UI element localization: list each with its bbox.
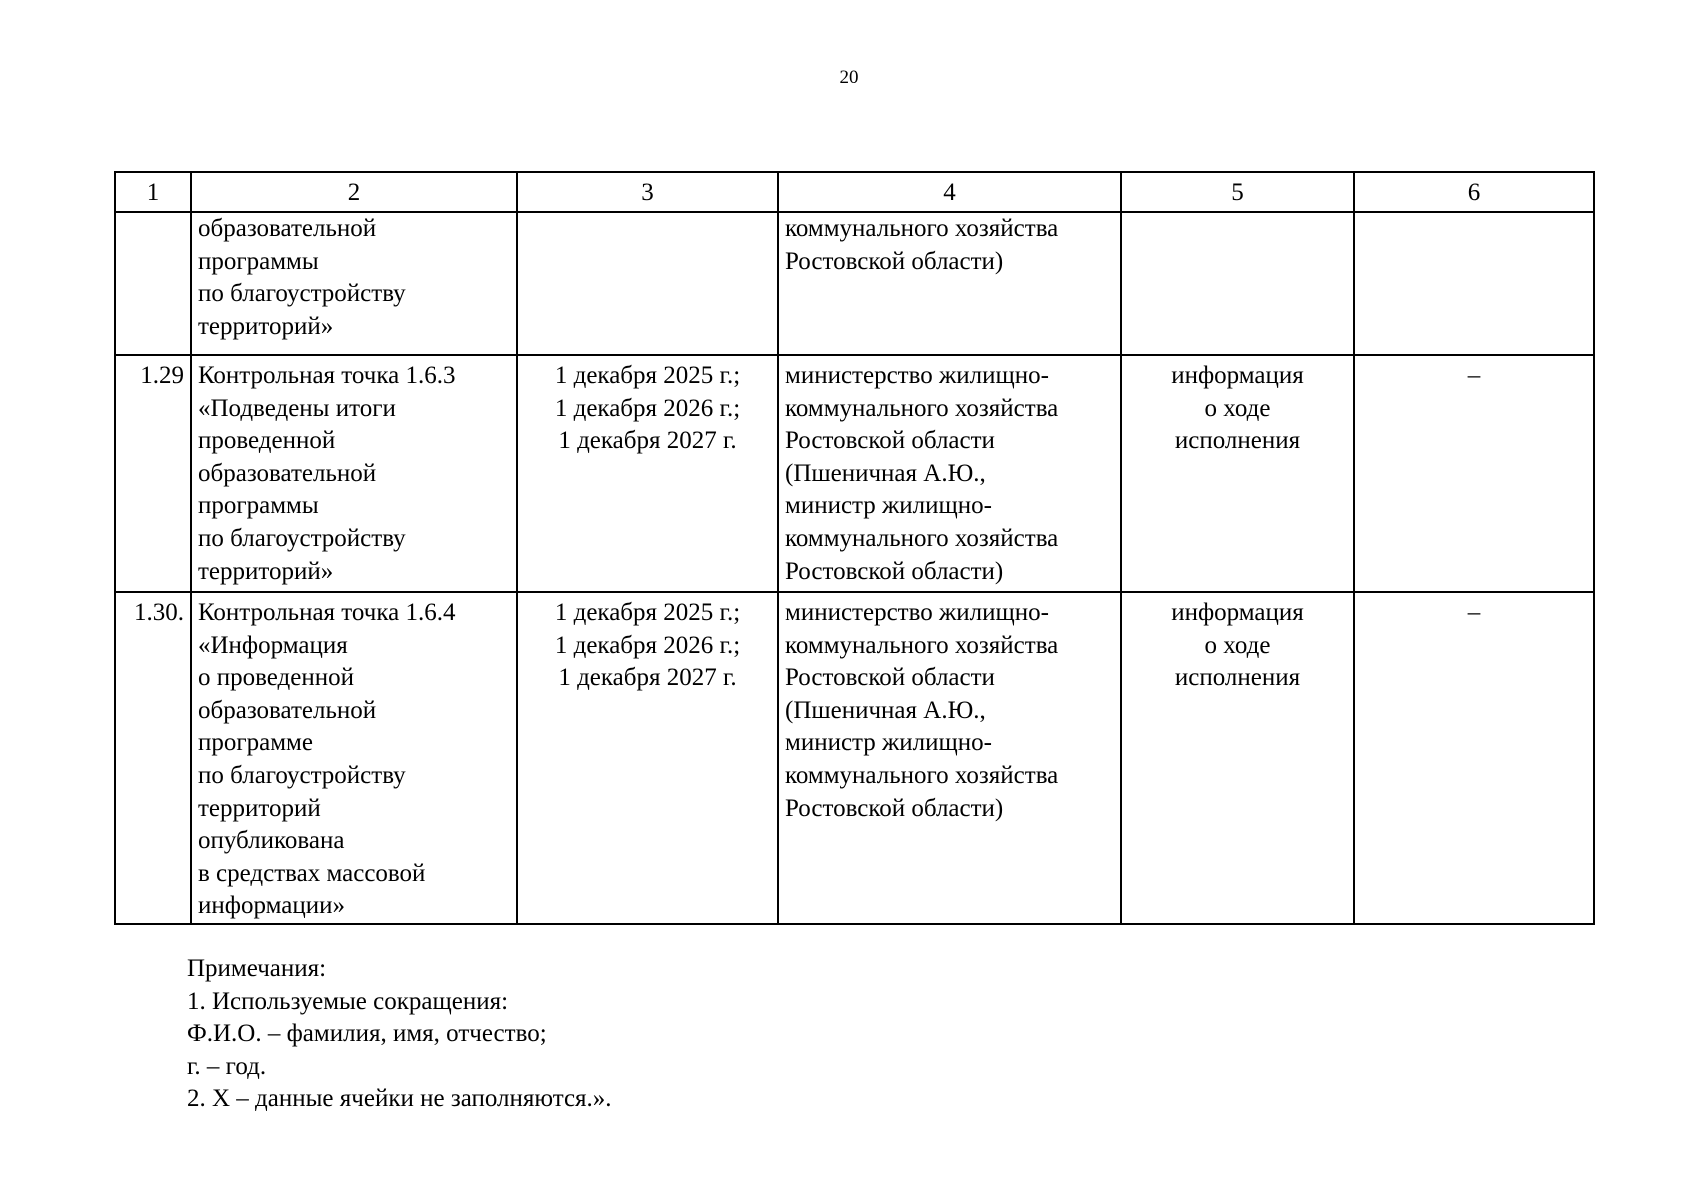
deadline-cell: 1 декабря 2025 г.; 1 декабря 2026 г.; 1 декабря 2027 г. [517, 592, 778, 924]
header-cell-4: 4 [778, 172, 1121, 212]
table-row [115, 592, 1594, 924]
table-header-row [115, 172, 1594, 212]
event-name-cell: Контрольная точка 1.6.4 «Информация о проведенной образовательной программе по благоустройству территорий опубликована в средствах массовой информации» [191, 592, 517, 924]
responsible-cell: коммунального хозяйства Ростовской области) [778, 212, 1121, 355]
header-cell-3: 3 [517, 172, 778, 212]
row-number-cell: 1.30. [115, 592, 191, 924]
header-cell-2: 2 [191, 172, 517, 212]
header-cell-6: 6 [1354, 172, 1594, 212]
responsible-cell: министерство жилищно- коммунального хозяйства Ростовской области (Пшеничная А.Ю., министр жилищно- коммунального хозяйства Ростовской области) [778, 592, 1121, 924]
notes-block [187, 953, 612, 1116]
event-name-cell: образовательной программы по благоустройству территорий» [191, 212, 517, 355]
deadline-cell: 1 декабря 2025 г.; 1 декабря 2026 г.; 1 декабря 2027 г. [517, 355, 778, 592]
notes-line-year: г. – год. [187, 1052, 267, 1080]
header-cell-1: 1 [115, 172, 191, 212]
responsible-cell: министерство жилищно- коммунального хозяйства Ростовской области (Пшеничная А.Ю., министр жилищно- коммунального хозяйства Ростовской области) [778, 355, 1121, 592]
table-row [115, 212, 1594, 355]
header-cell-5: 5 [1121, 172, 1354, 212]
document-cell: информация о ходе исполнения [1121, 355, 1354, 592]
notes-title: Примечания: [187, 955, 327, 982]
notes-line-empty-cells: 2. X – данные ячейки не заполняются.». [187, 1085, 612, 1113]
notes-line-fio: Ф.И.О. – фамилия, имя, отчество; [187, 1020, 547, 1048]
notes-line-abbreviations: 1. Используемые сокращения: [187, 987, 509, 1015]
page-number: 20 [839, 67, 859, 88]
plan-table [114, 171, 1595, 925]
event-name-cell: Контрольная точка 1.6.3 «Подведены итоги проведенной образовательной программы по благоустройству территорий» [191, 355, 517, 592]
row-number-cell: 1.29 [115, 355, 191, 592]
note-cell: – [1354, 592, 1594, 924]
deadline-cell [517, 212, 778, 355]
table-row [115, 355, 1594, 592]
document-cell: информация о ходе исполнения [1121, 592, 1354, 924]
document-cell [1121, 212, 1354, 355]
row-number-cell [115, 212, 191, 355]
note-cell: – [1354, 355, 1594, 592]
note-cell [1354, 212, 1594, 355]
